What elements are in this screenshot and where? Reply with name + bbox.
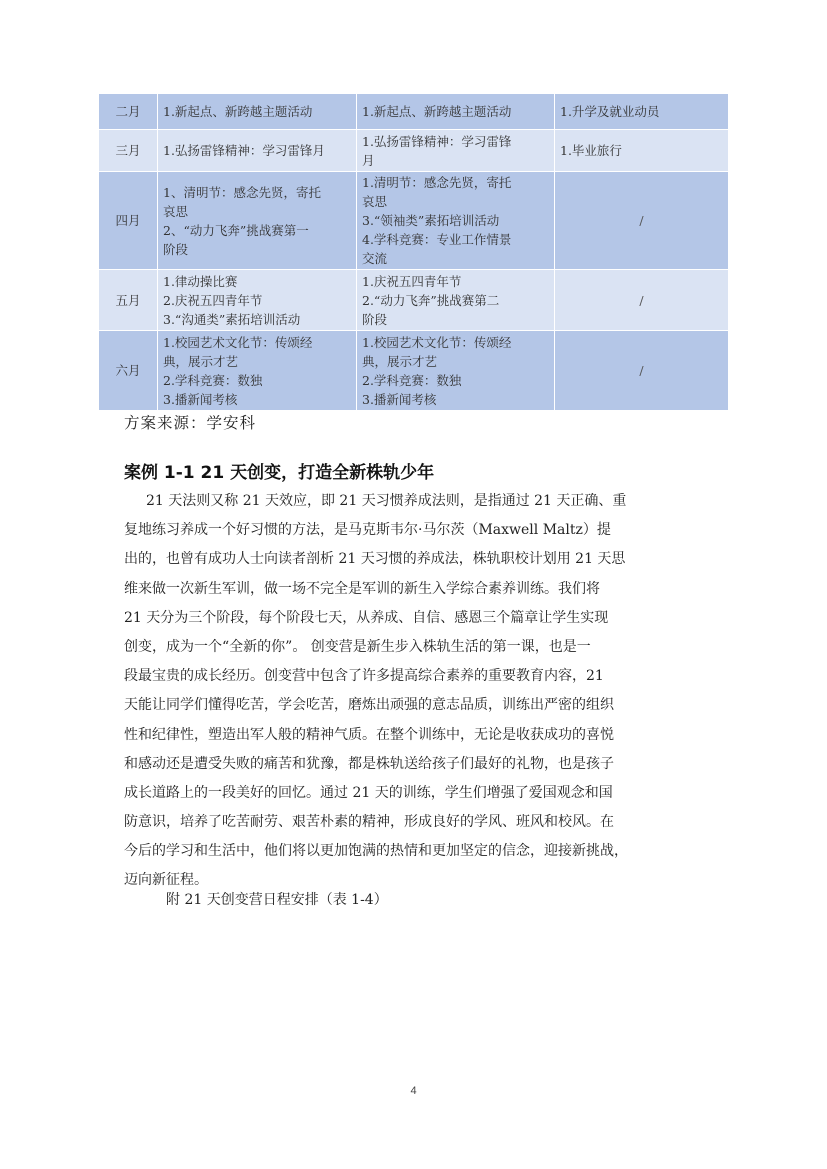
cell-line: 1.庆祝五四青年节: [362, 273, 462, 289]
table-cell: [555, 94, 729, 130]
cell-line: 2.学科竞赛：数独: [163, 372, 263, 388]
cell-line: 1.清明节：感念先贤，寄托: [362, 175, 512, 190]
cell-line: /: [639, 213, 644, 228]
cell-line: 哀思: [362, 194, 388, 209]
table-cell: [555, 130, 729, 172]
table-cell: [555, 270, 729, 331]
cell-line: 典，展示才艺: [163, 353, 239, 369]
body-line: 防意识，培养了吃苦耐劳、艰苦朴素的精神，形成良好的学风、班风和校风。在: [124, 814, 614, 831]
table-cell: [158, 130, 357, 172]
appendix-note-block: [124, 886, 706, 915]
cell-line: 1.律动操比赛: [163, 273, 238, 289]
body-line: 复地练习养成一个好习惯的方法，是马克斯韦尔·马尔茨（Maxwell Maltz）提: [124, 522, 611, 539]
cell-line: 阶段: [362, 311, 388, 327]
table-row: [99, 94, 729, 130]
cell-line: 1.校园艺术文化节：传颂经: [163, 334, 313, 350]
table-cell: [158, 172, 357, 270]
cell-line: 1、清明节：感念先贤，寄托: [163, 184, 321, 200]
page-number: 4: [410, 1085, 417, 1097]
body-line: 维来做一次新生军训，做一场不完全是军训的新生入学综合素养训练。我们将: [124, 580, 600, 597]
appendix-note: 附 21 天创变营日程安排（表 1-4）: [166, 892, 388, 908]
cell-line: 4.学科竞赛：专业工作情景: [362, 232, 512, 247]
table-cell: [158, 94, 357, 130]
body-line: 性和纪律性，塑造出军人般的精神气质。在整个训练中，无论是收获成功的喜悦: [124, 726, 614, 743]
body-line: 成长道路上的一段美好的回忆。通过 21 天的训练，学生们增强了爱国观念和国: [124, 784, 613, 801]
cell-line: 月: [362, 152, 375, 168]
body-line: 21 天分为三个阶段，每个阶段七天，从养成、自信、感恩三个篇章让学生实现: [124, 609, 609, 626]
table-cell: [357, 130, 555, 172]
month-cell: 三月: [99, 130, 158, 172]
cell-line: 哀思: [163, 203, 189, 219]
month-cell: 四月: [99, 172, 158, 270]
month-cell: 六月: [99, 331, 158, 411]
table-cell: [158, 331, 357, 411]
month-cell: 二月: [99, 94, 158, 130]
cell-line: 3.“领袖类”素拓培训活动: [362, 213, 500, 228]
cell-line: 阶段: [163, 241, 189, 257]
cell-line: 交流: [362, 251, 388, 266]
cell-line: 1.弘扬雷锋精神：学习雷锋: [362, 133, 512, 149]
body-line: 创变，成为一个“全新的你”。 创变营是新生步入株轨生活的第一课，也是一: [124, 638, 591, 655]
cell-line: /: [639, 363, 644, 378]
table-row: [99, 270, 729, 331]
schedule-table: [98, 93, 729, 411]
table-row: [99, 130, 729, 172]
body-line: 今后的学习和生活中，他们将以更加饱满的热情和更加坚定的信念，迎接新挑战，: [124, 843, 628, 860]
table-cell: [555, 172, 729, 270]
cell-line: 1.校园艺术文化节：传颂经: [362, 334, 512, 350]
cell-line: 2.学科竞赛：数独: [362, 372, 462, 388]
body-line: 21 天法则又称 21 天效应，即 21 天习惯养成法则，是指通过 21 天正确、重: [146, 493, 627, 509]
plan-source: 方案来源：学安科: [124, 414, 257, 432]
table-cell: [357, 331, 555, 411]
table-cell: [357, 270, 555, 331]
table-cell: [357, 94, 555, 130]
body-paragraph: [124, 487, 706, 896]
table-row: [99, 172, 729, 270]
cell-line: 1.新起点、新跨越主题活动: [163, 104, 313, 119]
body-line: 迈向新征程。: [124, 872, 208, 889]
body-line: 出的，也曾有成功人士向读者剖析 21 天习惯的养成法，株轨职校计划用 21 天思: [124, 551, 626, 568]
table-row: [99, 331, 729, 411]
cell-line: 3.播新闻考核: [362, 391, 437, 407]
body-line: 和感动还是遭受失败的痛苦和犹豫，都是株轨送给孩子们最好的礼物，也是孩子: [124, 755, 614, 772]
body-line: 段最宝贵的成长经历。创变营中包含了许多提高综合素养的重要教育内容，21: [124, 668, 604, 685]
cell-line: 2、“动力飞奔”挑战赛第一: [163, 222, 309, 238]
cell-line: 2.庆祝五四青年节: [163, 292, 263, 308]
cell-line: 1.弘扬雷锋精神：学习雷锋月: [163, 143, 325, 158]
cell-line: 典，展示才艺: [362, 353, 438, 369]
table-cell: [555, 331, 729, 411]
cell-line: 3.“沟通类”素拓培训活动: [163, 311, 301, 327]
cell-line: 1.升学及就业动员: [560, 104, 660, 119]
cell-line: 1.新起点、新跨越主题活动: [362, 104, 512, 119]
table-cell: [357, 172, 555, 270]
case-title: 案例 1-1 21 天创变，打造全新株轨少年: [124, 463, 435, 483]
cell-line: 1.毕业旅行: [560, 143, 622, 158]
month-cell: 五月: [99, 270, 158, 331]
table-cell: [158, 270, 357, 331]
cell-line: /: [639, 292, 644, 308]
cell-line: 2.“动力飞奔”挑战赛第二: [362, 292, 500, 308]
cell-line: 3.播新闻考核: [163, 391, 238, 407]
body-line: 天能让同学们懂得吃苦，学会吃苦，磨炼出顽强的意志品质，训练出严密的组织: [124, 697, 614, 714]
